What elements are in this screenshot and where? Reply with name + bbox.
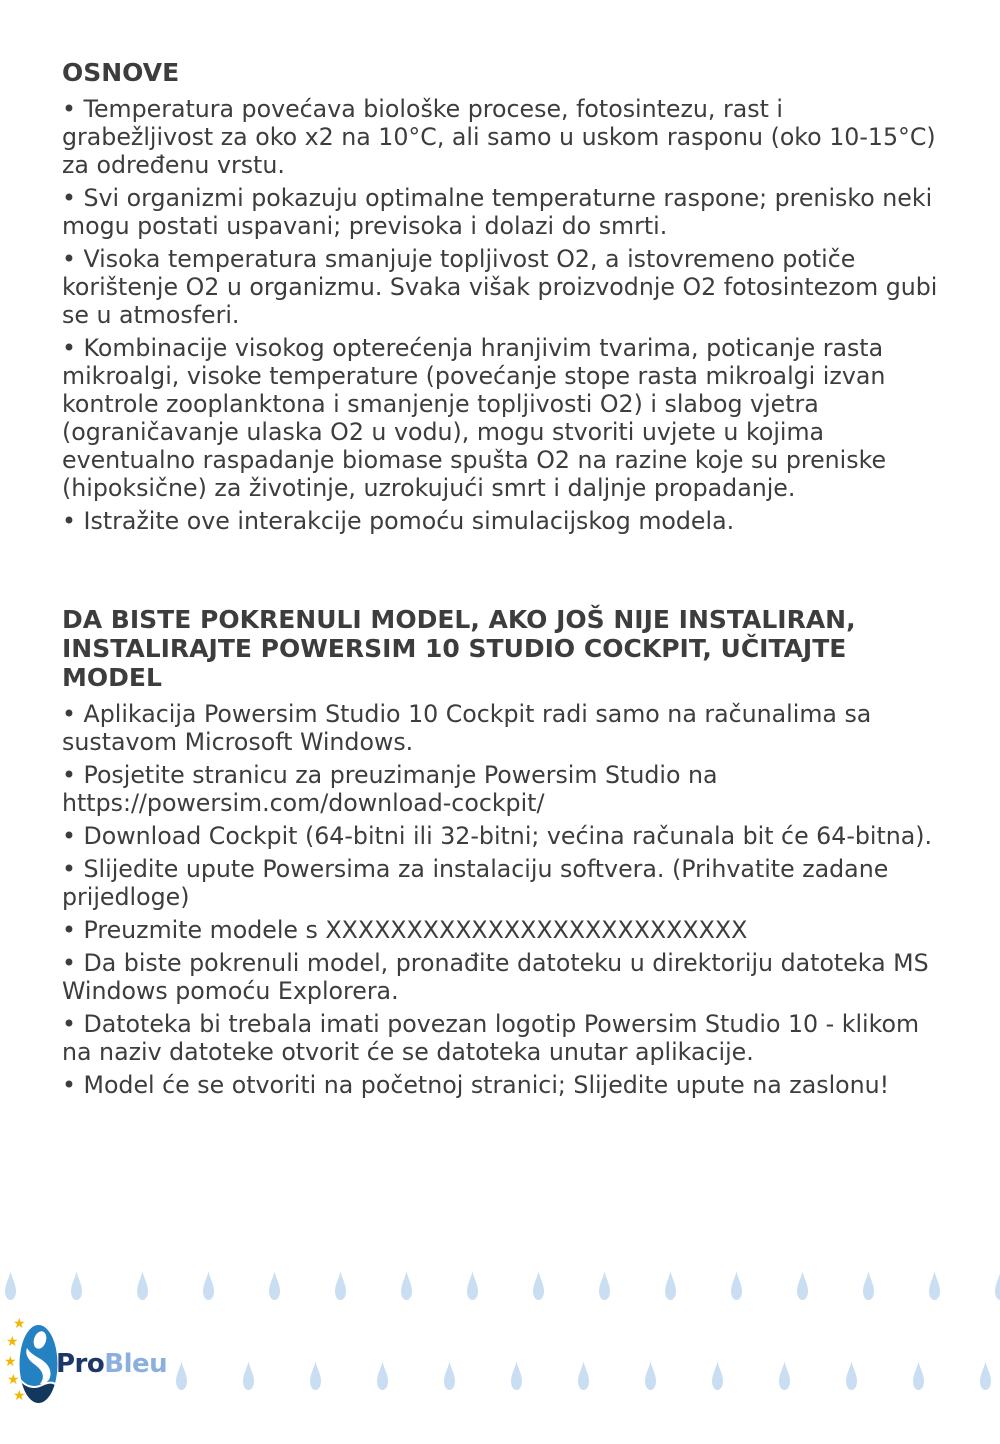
bullet-item: • Istražite ove interakcije pomoću simulacijskog modela.: [62, 507, 735, 535]
water-drop-icon: [645, 1361, 656, 1390]
eu-star-icon: ★: [7, 1372, 20, 1388]
water-drop-icon: [863, 1271, 874, 1300]
water-drop-icon: [533, 1271, 544, 1300]
bullet-item: • Kombinacije visokog opterećenja hranjivim tvarima, poticanje rasta mikroalgi, visoke temperature (povećanje stope rasta mikroalgi izvan kontrole zooplanktona i smanjenje topljivosti O2) i slabog vjetra (ograničavanje ulaska O2 u vodu), mogu stvoriti uvjete u kojima eventualno raspadanje biomase spušta O2 na razine koje su preniske (hipoksične) za životinje, uzrokujući smrt i daljnje propadanje.: [62, 334, 887, 502]
bullet-item: • Aplikacija Powersim Studio 10 Cockpit radi samo na računalima sa sustavom Microsoft Windows.: [62, 700, 872, 756]
document-content: [62, 58, 940, 1104]
bullet-item: • Slijedite upute Powersima za instalaciju softvera. (Prihvatite zadane prijedloge): [62, 855, 889, 911]
water-drop-icon: [467, 1271, 478, 1300]
bullet-item: • Download Cockpit (64-bitni ili 32-bitni; većina računala bit će 64-bitna).: [62, 822, 933, 850]
water-drop-icon: [731, 1271, 742, 1300]
water-drop-icon: [401, 1271, 412, 1300]
water-drop-icon: [797, 1271, 808, 1300]
eu-star-icon: ★: [6, 1334, 19, 1350]
water-drop-icon: [71, 1271, 82, 1300]
water-drop-icon: [203, 1271, 214, 1300]
logo-wordmark: [56, 1349, 167, 1379]
bullet-item: • Posjetite stranicu za preuzimanje Powersim Studio na https://powersim.com/download-cockpit/: [62, 761, 718, 817]
water-drop-icon: [335, 1271, 346, 1300]
water-drop-icon: [995, 1271, 1000, 1300]
water-drop-icon: [980, 1361, 991, 1390]
water-drop-icon: [929, 1271, 940, 1300]
bullet-item: • Datoteka bi trebala imati povezan logotip Powersim Studio 10 - klikom na naziv datoteke otvorit će se datoteka unutar aplikacije.: [62, 1010, 920, 1066]
water-drop-icon: [269, 1271, 280, 1300]
water-drop-icon: [599, 1271, 610, 1300]
water-drop-icon: [913, 1361, 924, 1390]
bullet-item: • Visoka temperatura smanjuje topljivost O2, a istovremeno potiče korištenje O2 u organizmu. Svaka višak proizvodnje O2 fotosintezom gubi se u atmosferi.: [62, 245, 938, 329]
water-drop-icon: [444, 1361, 455, 1390]
bullet-item: • Svi organizmi pokazuju optimalne temperaturne raspone; prenisko neki mogu postati uspavani; previsoka i dolazi do smrti.: [62, 184, 933, 240]
water-drop-icon: [779, 1361, 790, 1390]
section-heading-osnove: OSNOVE: [62, 58, 180, 87]
bullet-item: • Da biste pokrenuli model, pronađite datoteku u direktoriju datoteka MS Windows pomoću Explorera.: [62, 949, 929, 1005]
bullet-item: • Preuzmite modele s XXXXXXXXXXXXXXXXXXXXXXXXXX: [62, 916, 748, 944]
eu-star-icon: ★: [13, 1388, 26, 1404]
eu-star-icon: ★: [4, 1354, 17, 1370]
bullet-item: • Model će se otvoriti na početnoj stranici; Slijedite upute na zaslonu!: [62, 1071, 890, 1099]
water-drop-icon: [846, 1361, 857, 1390]
logo-text-pro: Pro: [56, 1349, 105, 1379]
section-heading-install: DA BISTE POKRENULI MODEL, AKO JOŠ NIJE INSTALIRAN, INSTALIRAJTE POWERSIM 10 STUDIO COCKPIT, UČITAJTE MODEL: [62, 605, 856, 692]
water-drop-icon: [137, 1271, 148, 1300]
water-drop-icon: [5, 1271, 16, 1300]
eu-star-icon: ★: [13, 1316, 26, 1332]
water-drop-icon: [578, 1361, 589, 1390]
logo-text-bleu: Bleu: [104, 1349, 168, 1379]
bullet-item: • Temperatura povećava biološke procese, fotosintezu, rast i grabežljivost za oko x2 na 10°C, ali samo u uskom rasponu (oko 10-15°C) za određenu vrstu.: [62, 95, 936, 179]
water-drop-icon: [665, 1271, 676, 1300]
water-drop-icon: [511, 1361, 522, 1390]
water-drop-icon: [712, 1361, 723, 1390]
probleu-logo: [4, 1316, 424, 1436]
